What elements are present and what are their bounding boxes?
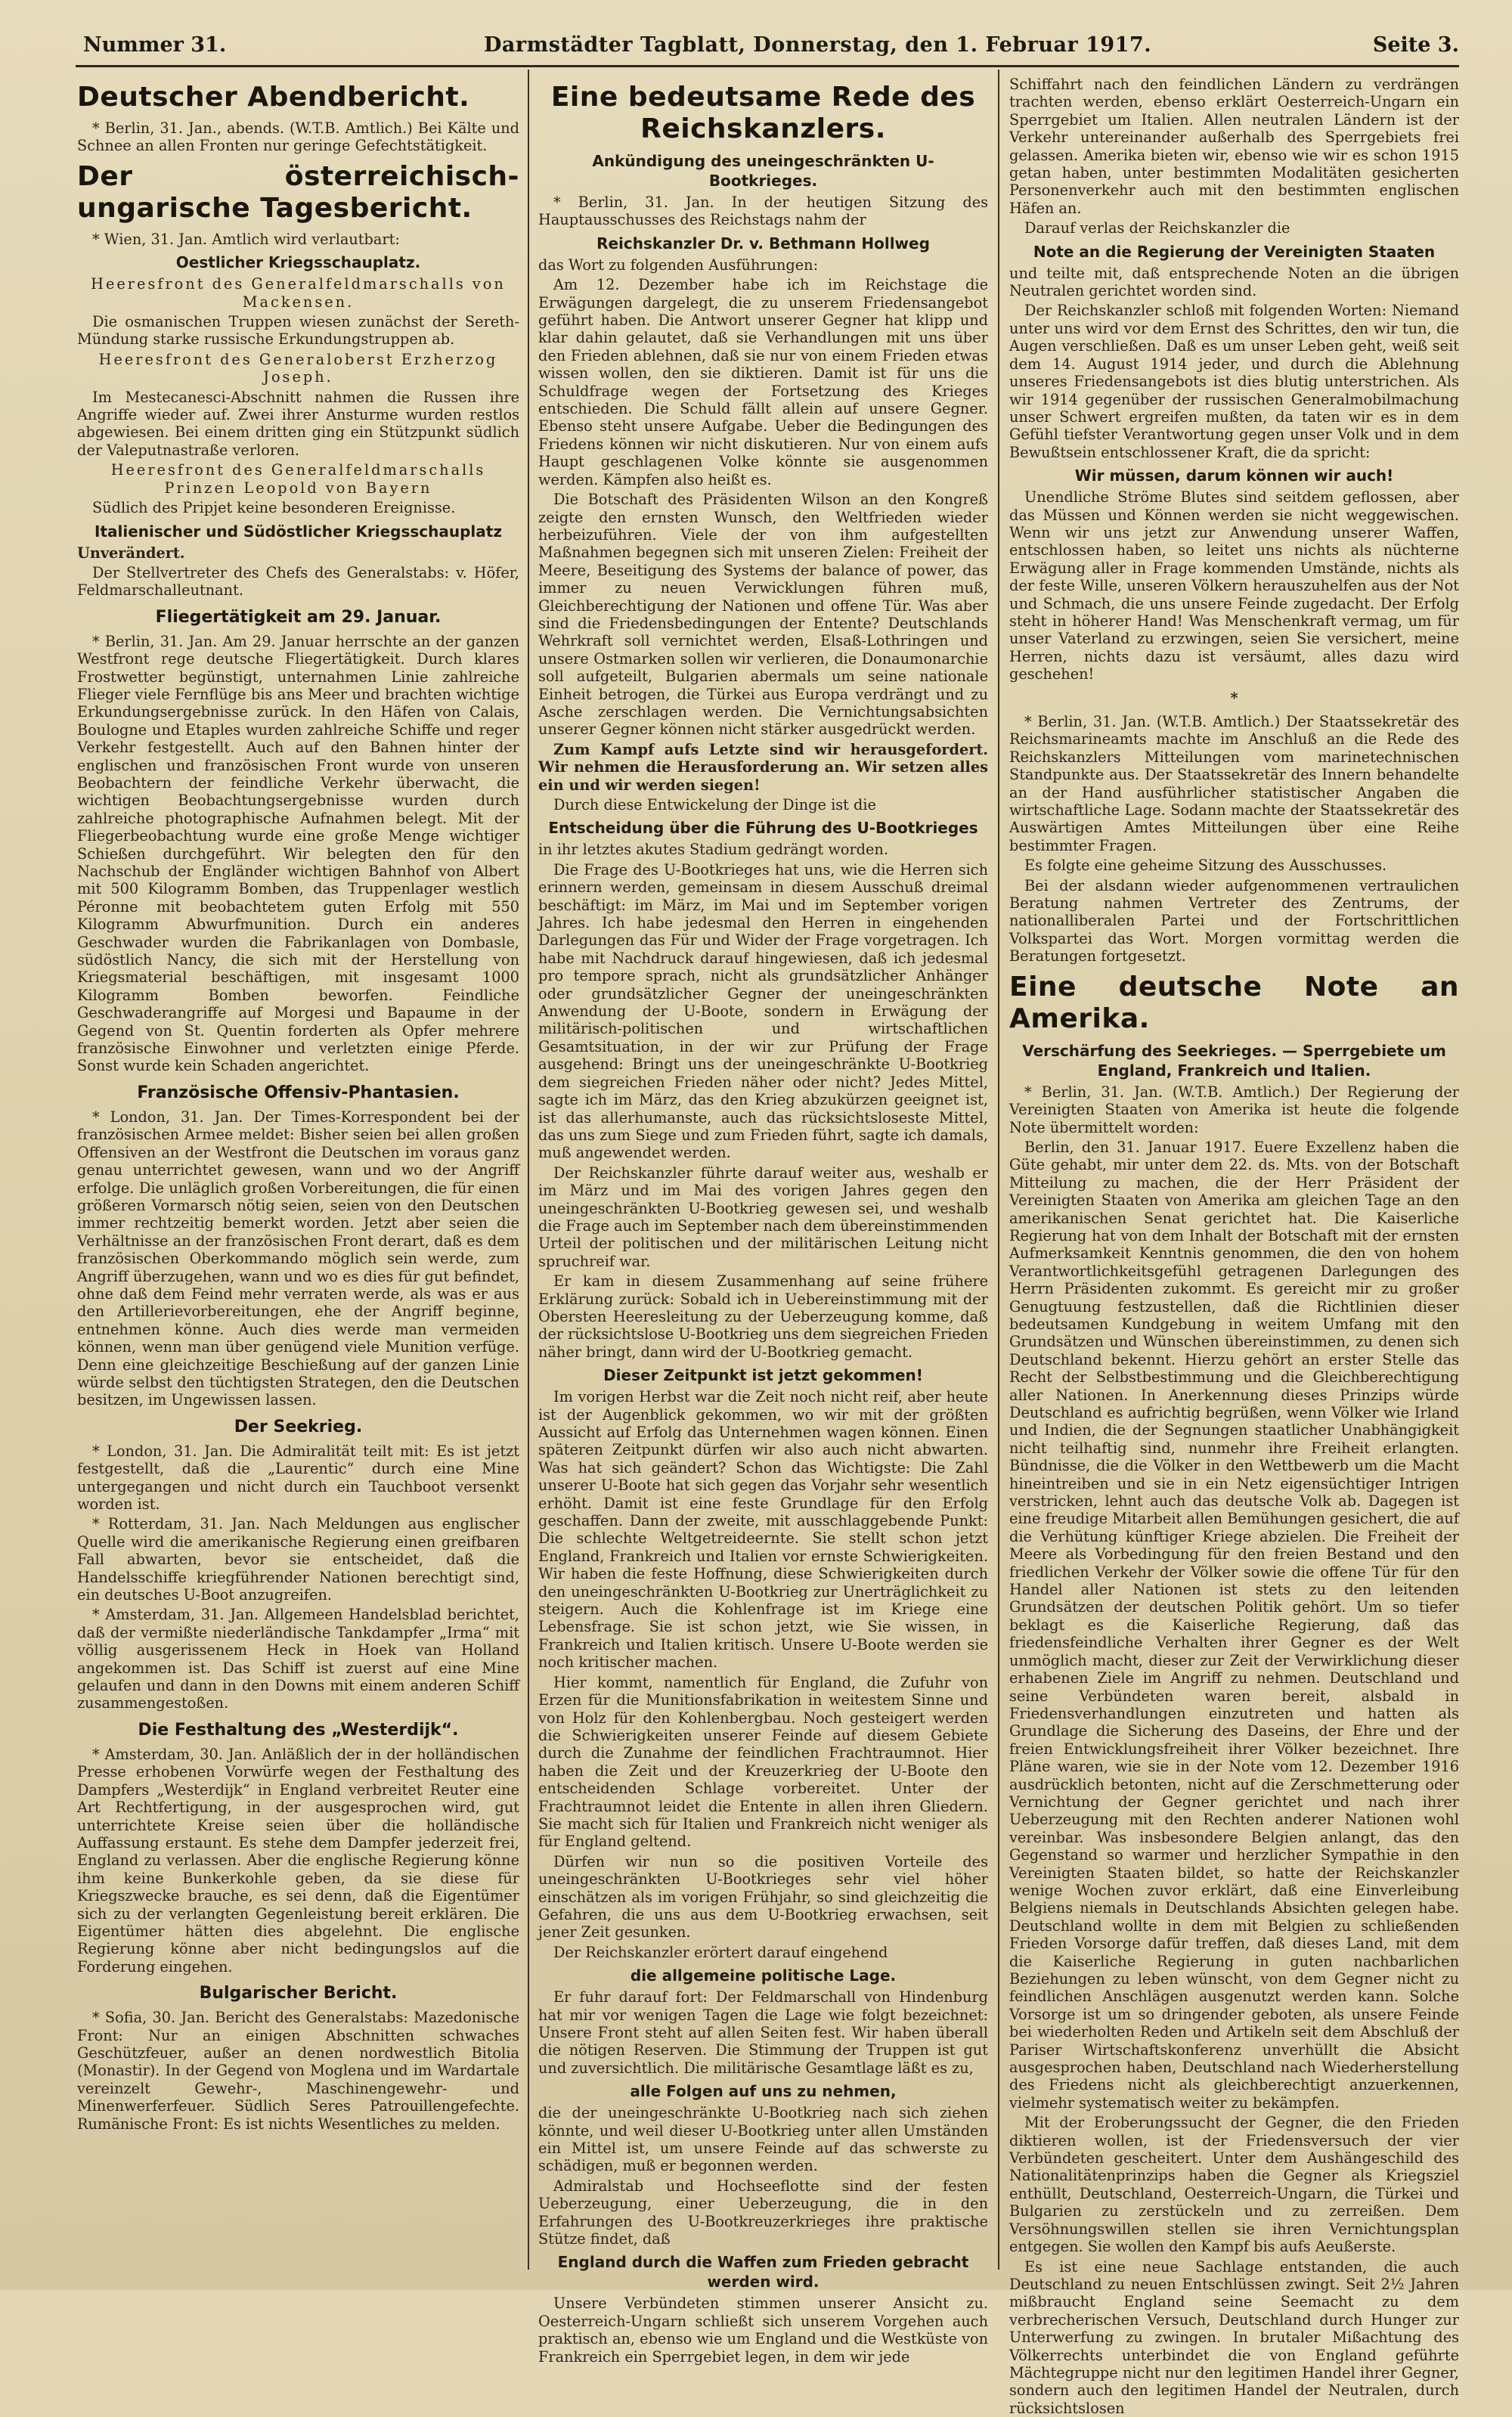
article-signature: Der Stellvertreter des Chefs des Generalstabs: v. Höfer, Feldmarschalleutnant. — [77, 564, 519, 600]
article-paragraph: Durch diese Entwickelung der Dinge ist die — [538, 796, 988, 813]
headline-seekrieg: Der Seekrieg. — [77, 1417, 519, 1438]
article-paragraph: in ihr letztes akutes Stadium gedrängt worden. — [538, 841, 988, 858]
subheading: England durch die Waffen zum Frieden gebracht werden wird. — [538, 2252, 988, 2292]
subheading: Dieser Zeitpunkt ist jetzt gekommen! — [538, 1365, 988, 1385]
headline-bulgarischer-bericht: Bulgarischer Bericht. — [77, 1983, 519, 2004]
article-paragraph: * Berlin, 31. Jan., abends. (W.T.B. Amtlich.) Bei Kälte und Schnee an allen Fronten nur geringe Gefechtstätigkeit. — [77, 119, 519, 155]
article-paragraph: Hier kommt, namentlich für England, die Zufuhr von Erzen für die Munitionsfabrikation in weitestem Sinne und von Holz für den Kohlenbergbau. Noch gesteigert werden die Schwierigkeiten unserer Feinde auf diesem Gebiete durch die Zunahme der feindlichen Frachtraumnot. Hier haben die Zeit und der Kreuzerkrieg der U-Boote den entscheidenden Schlage vorbereitet. Unter der Frachtraumnot leidet die Entente in allen ihren Gliedern. Sie macht sich für Italien und Frankreich nicht weniger als für England geltend. — [538, 1674, 988, 1851]
article-paragraph: Unendliche Ströme Blutes sind seitdem geflossen, aber das Müssen und Können werden sie nicht weggewischen. Wenn wir uns jetzt zur Anwendung unserer Waffen, entschlossen haben, so leitet uns nichts als nüchterne Erwägung aller in Frage kommenden Umstände, nichts als der feste Wille, unseren Völkern herauszuhelfen aus der Not und Schmach, die uns unsere Feinde zugedacht. Der Erfolg steht in höherer Hand! Was Menschenkraft vermag, um für unser Vaterland zu erzwingen, seien Sie versichert, meine Herren, nichts dazu ist versäumt, alles dazu wird geschehen! — [1009, 488, 1459, 683]
running-head — [83, 30, 1459, 62]
subheading: Wir müssen, darum können wir auch! — [1009, 466, 1459, 485]
article-paragraph: * London, 31. Jan. Die Admiralität teilt mit: Es ist jetzt festgestellt, daß die „Laurentic“ durch eine Mine untergegangen und nicht durch ein Tauchboot versenkt worden ist. — [77, 1442, 519, 1514]
headline-abendbericht: Deutscher Abendbericht. — [77, 82, 519, 113]
article-paragraph: * Sofia, 30. Jan. Bericht des Generalstabs: Mazedonische Front: Nur an einigen Abschnitten schwaches Geschützfeuer, außer an denen nordwestlich Bitolia (Monastir). In der Gegend von Moglena und im Wardartale vereinzelt Gewehr-, Maschinengewehr- und Minenwerferfeuer. Südlich Seres Patrouillengefechte. Rumänische Front: Es ist nichts Wesentliches zu melden. — [77, 2009, 519, 2133]
article-paragraph: Unverändert. — [77, 544, 519, 562]
subheadline: Ankündigung des uneingeschränkten U-Bootkrieges. — [538, 151, 988, 191]
article-paragraph: und teilte mit, daß entsprechende Noten an die übrigen Neutralen gerichtet worden sind. — [1009, 265, 1459, 300]
front-heading: Heeresfront des Generalfeldmarschalls Prinzen Leopold von Bayern — [77, 461, 519, 497]
article-paragraph: Im vorigen Herbst war die Zeit noch nicht reif, aber heute ist der Augenblick gekommen, wo wir mit der größten Aussicht auf Erfolg das Unternehmen wagen können. Einen späteren Zeitpunkt dürfen wir also auch nicht abwarten. Was hat sich geändert? Schon das Wichtigste: Die Zahl unserer U-Boote hat sich gegen das Vorjahr sehr wesentlich erhöht. Damit ist eine feste Grundlage für den Erfolg geschaffen. Dann der zweite, mit ausschlaggebende Punkt: Die schlechte Weltgetreideernte. Sie stellt schon jetzt England, Frankreich und Italien vor ernste Schwierigkeiten. Wir haben die feste Hoffnung, diese Schwierigkeiten durch den uneingeschränkten U-Bootkrieg zur Unerträglichkeit zu steigern. Auch die Kohlenfrage ist im Kriege eine Lebensfrage. Sie ist schon jetzt, wie Sie wissen, in Frankreich und Italien kritisch. Unsere U-Boote werden sie noch kritischer machen. — [538, 1388, 988, 1672]
article-paragraph: Bei der alsdann wieder aufgenommenen vertraulichen Beratung nahmen Vertreter des Zentrums, der nationalliberalen Partei und der Fortschrittlichen Volkspartei das Wort. Morgen vormittag werden die Beratungen fortgesetzt. — [1009, 877, 1459, 965]
column-rule-1 — [528, 70, 529, 2270]
article-paragraph: Im Mestecanesci-Abschnitt nahmen die Russen ihre Angriffe wieder auf. Zwei ihrer Ansturme wurden restlos abgewiesen. Bei einem dritten ging ein Stützpunkt südlich der Valeputnastraße verloren. — [77, 389, 519, 460]
article-paragraph: die der uneingeschränkte U-Bootkrieg nach sich ziehen könnte, und weil dieser U-Bootkrieg unter allen Umständen ein Mittel ist, um unsere Feinde auf das schwerste zu schädigen, muß er begonnen werden. — [538, 2104, 988, 2175]
column-3 — [1009, 76, 1459, 2267]
article-paragraph: Darauf verlas der Reichskanzler die — [1009, 219, 1459, 237]
article-paragraph: Südlich des Pripjet keine besonderen Ereignisse. — [77, 499, 519, 516]
article-paragraph: Der Reichskanzler erörtert darauf eingehend — [538, 1944, 988, 1961]
article-paragraph: * Amsterdam, 30. Jan. Anläßlich der in der holländischen Presse erhobenen Vorwürfe wegen der Festhaltung des Dampfers „Westerdijk“ in England verbreitet Reuter eine Art Rechtfertigung, in der ausgesprochen wird, gut unterrichtete Kreise seien über die holländische Auffassung erstaunt. Es stehe dem Dampfer jederzeit frei, England zu verlassen. Aber die englische Regierung könne ihm keine Bunkerkohle geben, da sie diese für Kriegszwecke brauche, es sei denn, daß die Eigentümer sich zu der verlangten Gegenleistung bereit erklären. Die Eigentümer hätten dies abgelehnt. Die englische Regierung könne aber nicht bedingungslos auf die Forderung eingehen. — [77, 1746, 519, 1975]
subheading: Note an die Regierung der Vereinigten Staaten — [1009, 242, 1459, 262]
front-heading: Heeresfront des Generalfeldmarschalls von Mackensen. — [77, 275, 519, 311]
article-paragraph: Er fuhr darauf fort: Der Feldmarschall von Hindenburg hat mir vor wenigen Tagen die Lage wie folgt bezeichnet: Unsere Front steht auf allen Seiten fest. Wir haben überall die nötigen Reserven. Die Stimmung der Truppen ist gut und zuversichtlich. Die militärische Gesamtlage läßt es zu, — [538, 1988, 988, 2077]
article-paragraph: * London, 31. Jan. Der Times-Korrespondent bei der französischen Armee meldet: Bisher seien bei allen großen Offensiven an der Westfront die Deutschen im voraus ganz genau unterrichtet gewesen, wann und wo der Angriff erfolge. Die unläglich großen Vorbereitungen, die für einen größeren Vormarsch nötig seien, seien von den Deutschen immer rechtzeitig bemerkt worden. Jetzt aber seien die Verhältnisse an der französischen Front derart, daß es dem französischen Oberkommando möglich sein werde, zum Angriff überzugehen, wann und wo es dies für gut befindet, ohne daß dem Feind mehr verraten werde, als was er aus den Artillerievorbereitungen, ehe der Angriff beginne, entnehmen könne. Auch dies werde man vermeiden können, wenn man über genügend viele Munition verfüge. Denn eine gleichzeitige Beschießung auf der ganzen Linie würde selbst den tüchtigsten Strategen, den die Deutschen besitzen, im Ungewissen lassen. — [77, 1108, 519, 1409]
headline-note-amerika: Eine deutsche Note an Amerika. — [1009, 971, 1459, 1035]
article-paragraph: Die osmanischen Truppen wiesen zunächst der Sereth-Mündung starke russische Erkundungstruppen ab. — [77, 313, 519, 349]
article-paragraph: Unsere Verbündeten stimmen unserer Ansicht zu. Oesterreich-Ungarn schließt sich unserem Vorgehen auch praktisch an, ebenso wie um England und die Westküste von Frankreich ein Sperrgebiet legen, in dem wir jede — [538, 2295, 988, 2366]
subheading: die allgemeine politische Lage. — [538, 1966, 988, 1985]
column-2 — [538, 76, 988, 2267]
issue-number: Nummer 31. — [83, 33, 226, 57]
page-number: Seite 3. — [1373, 33, 1459, 57]
subheading: alle Folgen auf uns zu nehmen, — [538, 2081, 988, 2101]
article-paragraph: Mit der Eroberungssucht der Gegner, die den Frieden diktieren wollen, ist der Friedensversuch der vier Verbündeten gescheitert. Unter dem Aushängeschild des Nationalitätenprinzips haben die Gegner als Kriegsziel enthüllt, Deutschland, Oesterreich-Ungarn, die Türkei und Bulgarien zu zerstückeln und zu zerreißen. Dem Versöhnungswillen stellen sie ihren Vernichtungsplan entgegen. Sie wollen den Kampf bis aufs Aeußerste. — [1009, 2114, 1459, 2255]
headline-rede-reichskanzler: Eine bedeutsame Rede des Reichskanzlers. — [538, 82, 988, 145]
article-paragraph: Es folgte eine geheime Sitzung des Ausschusses. — [1009, 857, 1459, 874]
column-1 — [77, 76, 519, 2267]
article-paragraph: Der Reichskanzler schloß mit folgenden Worten: Niemand unter uns wird vor dem Ernst des Schrittes, den wir tun, die Augen verschließen. Daß es um unser Leben geht, weiß seit dem 14. August 1914 jeder, und durch die Ablehnung unseres Friedensangebots ist dies blutig unterstrichen. Als wir 1914 gegenüber der russischen Generalmobilmachung unser Schwert ergreifen mußten, da taten wir es in dem Gefühl tiefster Verantwortung gegen unser Volk und in dem Bewußtsein entschlossener Kraft, die da spricht: — [1009, 302, 1459, 461]
article-paragraph: * Berlin, 31. Jan. (W.T.B. Amtlich.) Der Staatssekretär des Reichsmarineamts machte im Anschluß an die Rede des Reichskanzlers Mitteilungen vom marinetechnischen Standpunkte aus. Der Staatssekretär des Innern behandelte an der Hand ausführlicher statistischer Angaben die wirtschaftliche Lage. Sodann machte der Staatssekretär des Auswärtigen Amtes Mitteilungen über eine Reihe bestimmter Fragen. — [1009, 713, 1459, 854]
article-paragraph: * Amsterdam, 31. Jan. Allgemeen Handelsblad berichtet, daß der vermißte niederländische Tankdampfer „Irma“ mit völlig ausgerissenem Heck in Hoek van Holland angekommen ist. Das Schiff ist zuerst auf eine Mine gelaufen und dann in den Downs mit einem anderen Schiff zusammengestoßen. — [77, 1606, 519, 1712]
article-paragraph: * Berlin, 31. Jan. (W.T.B. Amtlich.) Der Regierung der Vereinigten Staaten von Amerika ist heute die folgende Note übermittelt worden: — [1009, 1083, 1459, 1136]
article-paragraph: Schiffahrt nach den feindlichen Ländern zu verdrängen trachten werden, ebenso erklärt Oesterreich-Ungarn ein Sperrgebiet um Italien. Allen neutralen Ländern ist der Verkehr untereinander außerhalb des Sperrgebiets frei gelassen. Amerika bieten wir, ebenso wie wir es schon 1915 getan haben, unter bestimmten Modalitäten gesicherten Personenverkehr auch mit den bestimmten englischen Häfen an. — [1009, 76, 1459, 217]
article-paragraph: Dürfen wir nun so die positiven Vorteile des uneingeschränkten U-Bootkrieges sehr viel höher einschätzen als im vorigen Frühjahr, so sind gleichzeitig die Gefahren, die uns aus dem U-Bootkrieg erwachsen, seit jener Zeit gesunken. — [538, 1853, 988, 1941]
front-heading: Heeresfront des Generaloberst Erzherzog Joseph. — [77, 351, 519, 386]
article-paragraph: Berlin, den 31. Januar 1917. Euere Exzellenz haben die Güte gehabt, mir unter dem 22. ds. Mts. von der Botschaft Mitteilung zu machen, die der Herr Präsident der Vereinigten Staaten von Amerika am gleichen Tage an den amerikanischen Senat gerichtet hat. Die Kaiserliche Regierung hat von dem Inhalt der Botschaft mit der ernsten Aufmerksamkeit Kenntnis genommen, die den von hohem Verantwortlichkeitsgefühl getragenen Darlegungen des Herrn Präsidenten zukommt. Es gereicht mir zu großer Genugtuung festzustellen, daß die Richtlinien dieser bedeutsamen Kundgebung in weitem Umfang mit den Grundsätzen und Wünschen übereinstimmen, zu denen sich Deutschland bekennt. Hierzu gehört an erster Stelle das Recht der Selbstbestimmung und die Gleichberechtigung aller Nationen. In Anerkennung dieses Prinzips würde Deutschland es aufrichtig begrüßen, wenn Völker wie Irland und Indien, die der Segnungen staatlicher Unabhängigkeit nicht teilhaftig sind, nunmehr ihre Freiheit erlangten. Bündnisse, die die Völker in den Wettbewerb um die Macht hineintreiben und sie in ein Netz eigensüchtiger Intrigen verstricken, lehnt auch das deutsche Volk ab. Dagegen ist eine freudige Mitarbeit allen Bemühungen gesichert, die auf die Verhütung künftiger Kriege abzielen. Die Freiheit der Meere als Vorbedingung für den freien Bestand und den friedlichen Verkehr der Völker sowie die offene Tür für den Handel aller Nationen ist stets zu den leitenden Grundsätzen der deutschen Politik gehört. Um so tiefer beklagt es die Kaiserliche Regierung, daß das friedensfeindliche Verhalten ihrer Gegner es der Welt unmöglich macht, dieser zur Zeit der Verwirklichung dieser erhabenen Ziele im Angriff zu nehmen. Deutschland und seine Verbündeten waren bereit, alsbald in Friedensverhandlungen einzutreten und hatten als Grundlage die Sicherung des Daseins, der Ehre und der freien Entwicklungsfreiheit ihrer Völker bezeichnet. Ihre Pläne waren, wie sie in der Note vom 12. Dezember 1916 ausdrücklich betonten, nicht auf die Zerschmetterung oder Vernichtung der Gegner gerichtet und nach ihrer Ueberzeugung mit den Rechten anderer Nationen wohl vereinbar. Was insbesondere Belgien anlangt, das den Gegenstand so warmer und herzlicher Sympathie in den Vereinigten Staaten bildet, so hatte der Reichskanzler wenige Wochen zuvor erklärt, daß eine Einverleibung Belgiens niemals in Deutschlands Absichten gelegen habe. Deutschland wollte in dem mit Belgien zu schließenden Frieden Vorsorge dafür treffen, daß dieses Land, mit dem die Kaiserliche Regierung in guten nachbarlichen Beziehungen zu leben wünscht, von dem Gegner nicht zu feindlichen Anschlägen ausgenutzt werden kann. Solche Vorsorge ist um so dringender geboten, als unsere Feinde bei wiederholten Reden und Artikeln seit dem Abschluß der Pariser Wirtschaftskonferenz unverhüllt die Absicht ausgesprochen haben, Deutschland nach Wiederherstellung des Friedens nicht als gleichberechtigt anzuerkennen, vielmehr systematisch weiter zu bekämpfen. — [1009, 1139, 1459, 2112]
article-paragraph: Die Frage des U-Bootkrieges hat uns, wie die Herren sich erinnern werden, gemeinsam in diesem Ausschuß dreimal beschäftigt: im März, im Mai und im September vorigen Jahres. Ich habe jedesmal den Herren in eingehenden Darlegungen das Für und Wider der Frage vorgetragen. Ich habe mit Nachdruck darauf hingewiesen, daß ich jedesmal pro tempore sprach, nicht als grundsätzlicher Anhänger oder grundsätzlicher Gegner der uneingeschränkten Anwendung der U-Boote, sondern in Erwägung der militärisch-politischen und wirtschaftlichen Gesamtsituation, in der wir zur Prüfung der Frage ausgehend: Bringt uns der uneingeschränkte U-Bootkrieg dem siegreichen Frieden näher oder nicht? Jedes Mittel, sagte ich im März, das den Krieg abzukürzen geeignet ist, ist das allerhumanste, auch das rücksichtsloseste Mittel, das uns zum Siege und zum Frieden führt, sagte ich damals, muß angewendet werden. — [538, 861, 988, 1162]
headline-fliegertaetigkeit: Fliegertätigkeit am 29. Januar. — [77, 607, 519, 628]
column-rule-2 — [998, 70, 999, 2270]
article-paragraph: Es ist eine neue Sachlage entstanden, die auch Deutschland zu neuen Entschlüssen zwingt. Seit 2½ Jahren mißbraucht England seine Seemacht zu dem verbrecherischen Versuch, Deutschland durch Hunger zur Unterwerfung zu zwingen. In brutaler Mißachtung des Völkerrechts unterbindet die von England geführte Mächtegruppe nicht nur den legitimen Handel ihrer Gegner, sondern auch den legitimen Handel der Neutralen, durch rücksichtslosen — [1009, 2258, 1459, 2417]
article-paragraph: Der Reichskanzler führte darauf weiter aus, weshalb er im März und im Mai des vorigen Jahres gegen den uneingeschränkten U-Bootkrieg gewesen sei, und weshalb die Frage auch im September nach dem übereinstimmenden Urteil der politischen und der militärischen Leitung nicht spruchreif war. — [538, 1164, 988, 1270]
article-paragraph: Am 12. Dezember habe ich im Reichstage die Erwägungen dargelegt, die zu unserem Friedensangebot geführt haben. Die Antwort unserer Gegner hat klipp und klar dahin gelautet, daß sie Verhandlungen mit uns über den Frieden ablehnen, daß sie nur von einem Frieden etwas wissen wollen, den sie diktieren. Damit ist für uns die Schuldfrage wegen der Fortsetzung des Krieges entschieden. Die Schuld fällt allein auf unsere Gegner. Ebenso steht unsere Aufgabe. Ueber die Bedingungen des Friedens können wir nicht diskutieren. Nur von einem aufs Haupt geschlagenen Volke könnte sie ausgenommen werden. Kämpfen also heißt es. — [538, 276, 988, 488]
article-paragraph: * Wien, 31. Jan. Amtlich wird verlautbart: — [77, 231, 519, 248]
subheading: Italienischer und Südöstlicher Kriegsschauplatz — [77, 522, 519, 541]
headline-westerdijk: Die Festhaltung des „Westerdijk“. — [77, 1720, 519, 1741]
header-rule — [76, 65, 1459, 67]
subheadline: Verschärfung des Seekrieges. — Sperrgebiete um England, Frankreich und Italien. — [1009, 1041, 1459, 1080]
article-paragraph: Zum Kampf aufs Letzte sind wir herausgefordert. Wir nehmen die Herausforderung an. Wir setzen alles ein und wir werden siegen! — [538, 741, 988, 794]
article-paragraph: * Berlin, 31. Jan. In der heutigen Sitzung des Hauptausschusses des Reichstags nahm der — [538, 194, 988, 229]
subheading: Oestlicher Kriegsschauplatz. — [77, 253, 519, 272]
article-paragraph: Admiralstab und Hochseeflotte sind der festen Ueberzeugung, einer Ueberzeugung, die in den Erfahrungen des U-Bootkreuzerkrieges ihre praktische Stütze findet, daß — [538, 2177, 988, 2248]
article-paragraph: * Berlin, 31. Jan. Am 29. Januar herrschte an der ganzen Westfront rege deutsche Fliegertätigkeit. Durch klares Frostwetter begünstigt, unternahmen Linie zahlreiche Flieger viele Fernflüge bis ans Meer und brachten wichtige Erkundungsergebnisse zurück. In den Häfen von Calais, Boulogne und Etaples wurden zahlreiche Schiffe und reger Verkehr festgestellt. Auch auf den Bahnen hinter der englischen und französischen Front wurde von unseren Beobachtern der feindliche Verkehr überwacht, die wichtigen Beobachtungsergebnisse wurden durch zahlreiche photographische Aufnahmen belegt. Mit der Fliegerbeobachtung wurde eine große Menge wichtiger Schießen durchgeführt. Wir belegten den für den Nachschub der Engländer wichtigen Bahnhof von Albert mit 500 Kilogramm Bomben, das Truppenlager westlich Péronne mit beobachtetem guten Erfolg mit 550 Kilogramm Abwurfmunition. Durch ein anderes Geschwader wurden die Fabrikanlagen von Dombasle, südöstlich Nancy, die sich mit der Herstellung von Kriegsmaterial beschäftigen, mit insgesamt 1000 Kilogramm Bomben beworfen. Feindliche Geschwaderangriffe auf Morgesi und Bapaume in der Gegend von St. Quentin forderten als Opfer mehrere französische Einwohner und verletzten einige Pferde. Sonst wurde kein Schaden angerichtet. — [77, 633, 519, 1075]
article-paragraph: Die Botschaft des Präsidenten Wilson an den Kongreß zeigte den ernsten Wunsch, den Weltfrieden wieder herbeizuführen. Viele der von ihm aufgestellten Maßnahmen begegnen sich mit unseren Zielen: Freiheit der Meere, Beseitigung des Systems der balance of power, das immer zu neuen Verwicklungen führen muß, Gleichberechtigung der Nationen und offene Tür. Was aber sind die Friedensbedingungen der Entente? Deutschlands Wehrkraft soll vernichtet werden, Elsaß-Lothringen und unsere Ostmarken sollen wir verlieren, die Donaumonarchie soll aufgeteilt, Bulgarien abermals um seine nationale Einheit betrogen, die Türkei aus Europa verdrängt und zu Asche zerschlagen werden. Die Vernichtungsabsichten unserer Gegner können nicht stärker ausgedrückt werden. — [538, 491, 988, 739]
article-paragraph: das Wort zu folgenden Ausführungen: — [538, 256, 988, 274]
subheading: Entscheidung über die Führung des U-Bootkrieges — [538, 818, 988, 838]
subheading: Reichskanzler Dr. v. Bethmann Hollweg — [538, 234, 988, 253]
article-paragraph: Er kam in diesem Zusammenhang auf seine frühere Erklärung zurück: Sobald ich in Uebereinstimmung mit der Obersten Heeresleitung zu der Ueberzeugung komme, daß der rücksichtslose U-Bootkrieg uns dem siegreichen Frieden näher bringt, dann wird der U-Bootkrieg gemacht. — [538, 1272, 988, 1361]
headline-offensiv-phantasien: Französische Offensiv-Phantasien. — [77, 1083, 519, 1104]
masthead-date: Darmstädter Tagblatt, Donnerstag, den 1. Februar 1917. — [484, 33, 1058, 57]
article-paragraph: * Rotterdam, 31. Jan. Nach Meldungen aus englischer Quelle wird die amerikanische Regierung einen greifbaren Fall abwarten, bevor sie entscheidet, daß die Handelsschiffe kriegführender Nationen berechtigt sind, ein deutsches U-Boot anzugreifen. — [77, 1515, 519, 1604]
headline-tagesbericht: Der österreichisch-ungarische Tagesbericht. — [77, 161, 519, 225]
section-separator: * — [1009, 689, 1459, 707]
